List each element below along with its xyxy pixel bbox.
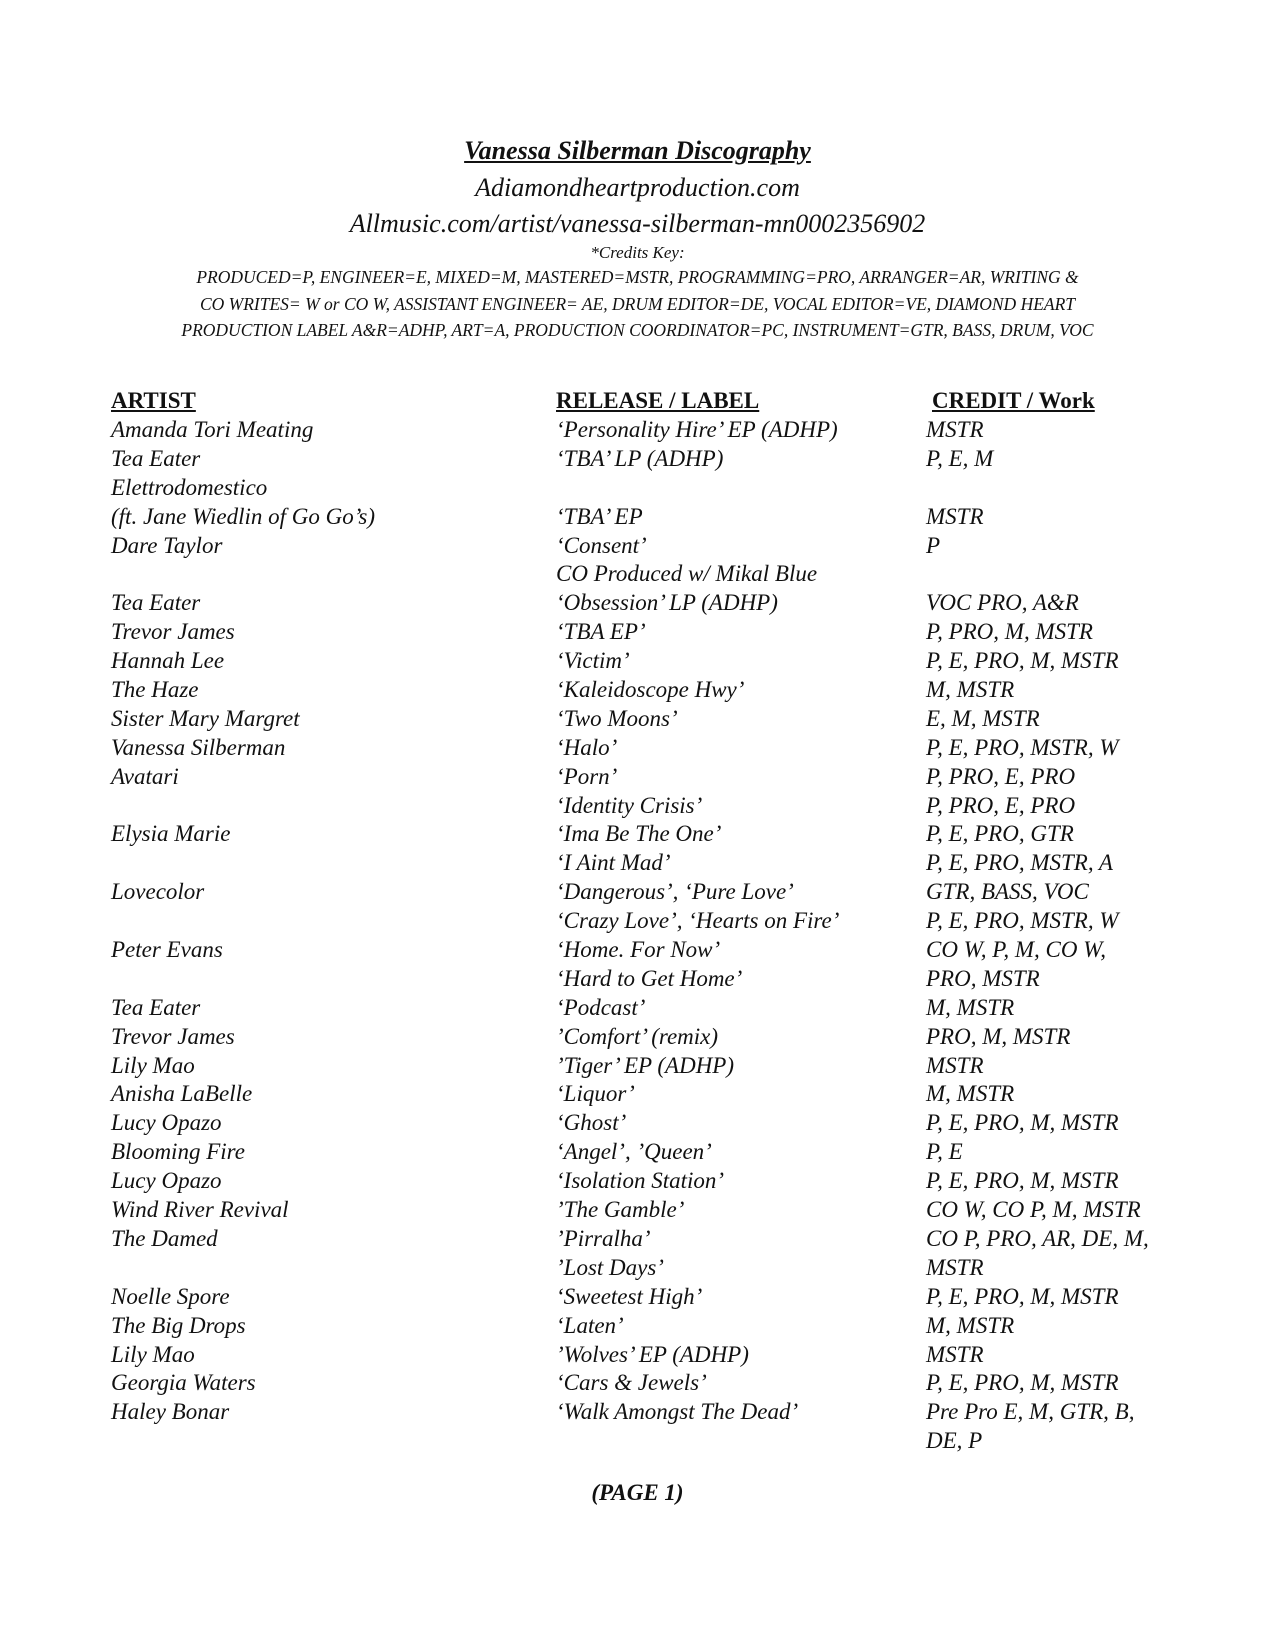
release-cell xyxy=(556,1427,926,1456)
table-row xyxy=(111,1283,1181,1312)
credit-cell: P, E, PRO, M, MSTR xyxy=(926,1168,1119,1194)
table-row xyxy=(111,1427,1181,1456)
credit-cell: M, MSTR xyxy=(926,1312,1015,1338)
credit-cell: PRO, M, MSTR xyxy=(926,1023,1071,1049)
table-row xyxy=(111,474,1181,503)
table-row xyxy=(111,792,1181,821)
column-header-artist: ARTIST xyxy=(111,388,196,413)
document-header xyxy=(0,132,1275,344)
credit-cell: M, MSTR xyxy=(926,677,1015,703)
release-cell: ‘Crazy Love’, ‘Hearts on Fire’ xyxy=(556,908,840,934)
artist-cell: Lucy Opazo xyxy=(111,1110,222,1136)
table-row xyxy=(111,1196,1181,1225)
table-row xyxy=(111,532,1181,561)
table-row xyxy=(111,1138,1181,1167)
release-cell: ’The Gamble’ xyxy=(556,1197,685,1223)
credit-cell: P, E, PRO, M, MSTR xyxy=(926,648,1119,674)
artist-cell: Noelle Spore xyxy=(111,1283,230,1309)
release-cell: ‘Obsession’ LP (ADHP) xyxy=(556,590,778,616)
artist-cell: Tea Eater xyxy=(111,445,201,471)
credit-cell: P, E xyxy=(926,1139,963,1165)
table-row xyxy=(111,445,1181,474)
artist-cell: Haley Bonar xyxy=(111,1399,230,1425)
table-row xyxy=(111,647,1181,676)
table-row xyxy=(111,907,1181,936)
artist-cell: The Big Drops xyxy=(111,1312,246,1338)
artist-cell: Lucy Opazo xyxy=(111,1168,222,1194)
release-cell xyxy=(556,474,926,503)
table-row xyxy=(111,676,1181,705)
release-cell: ‘Liquor’ xyxy=(556,1081,635,1107)
table-row xyxy=(111,849,1181,878)
artist-cell: Lovecolor xyxy=(111,879,205,905)
release-cell: ‘TBA’ EP xyxy=(556,503,643,529)
page-number: (PAGE 1) xyxy=(591,1480,684,1505)
artist-cell: Wind River Revival xyxy=(111,1197,289,1223)
column-header-release: RELEASE / LABEL xyxy=(556,388,760,413)
credit-cell: MSTR xyxy=(926,503,984,529)
credit-cell: M, MSTR xyxy=(926,1081,1015,1107)
release-cell: ‘Identity Crisis’ xyxy=(556,792,703,818)
release-cell: ‘I Aint Mad’ xyxy=(556,850,671,876)
artist-cell xyxy=(111,965,556,994)
release-cell: ‘Kaleidoscope Hwy’ xyxy=(556,677,745,703)
table-row xyxy=(111,820,1181,849)
release-cell: ’Pirralha’ xyxy=(556,1225,651,1251)
release-cell: ‘Cars & Jewels’ xyxy=(556,1370,707,1396)
website-link: Adiamondheartproduction.com xyxy=(475,173,800,202)
table-body xyxy=(111,416,1181,1456)
release-cell: ‘Victim’ xyxy=(556,648,630,674)
credit-cell: P, E, PRO, GTR xyxy=(926,821,1074,847)
release-cell: ‘Porn’ xyxy=(556,763,618,789)
credit-cell: DE, P xyxy=(926,1428,983,1454)
artist-cell xyxy=(111,1254,556,1283)
credit-cell: MSTR xyxy=(926,417,984,442)
table-row xyxy=(111,1080,1181,1109)
table-row xyxy=(111,560,1181,589)
artist-cell: The Haze xyxy=(111,677,199,703)
credit-cell: P, E, PRO, MSTR, W xyxy=(926,734,1119,760)
table-row xyxy=(111,416,1181,445)
release-cell: ‘Laten’ xyxy=(556,1312,624,1338)
table-row xyxy=(111,1052,1181,1081)
credit-cell: P, PRO, E, PRO xyxy=(926,792,1076,818)
table-row xyxy=(111,1225,1181,1254)
table-row xyxy=(111,1023,1181,1052)
page-title: Vanessa Silberman Discography xyxy=(464,136,811,165)
credit-cell: Pre Pro E, M, GTR, B, xyxy=(926,1399,1135,1425)
credit-cell: CO W, P, M, CO W, xyxy=(926,937,1106,963)
artist-cell: Dare Taylor xyxy=(111,532,223,558)
credit-cell: CO W, CO P, M, MSTR xyxy=(926,1197,1141,1223)
table-row xyxy=(111,878,1181,907)
release-cell: ‘Walk Amongst The Dead’ xyxy=(556,1399,799,1425)
credit-cell: P xyxy=(926,532,941,558)
release-cell: ‘TBA’ LP (ADHP) xyxy=(556,445,724,471)
credit-cell: P, E, PRO, M, MSTR xyxy=(926,1110,1119,1136)
credits-key-heading: *Credits Key: xyxy=(590,243,685,262)
artist-cell: Anisha LaBelle xyxy=(111,1081,253,1107)
release-cell: ‘Dangerous’, ‘Pure Love’ xyxy=(556,879,794,905)
table-row xyxy=(111,618,1181,647)
artist-cell xyxy=(111,907,556,936)
table-row xyxy=(111,589,1181,618)
artist-cell: (ft. Jane Wiedlin of Go Go’s) xyxy=(111,503,376,529)
artist-cell: Tea Eater xyxy=(111,590,201,616)
release-cell: CO Produced w/ Mikal Blue xyxy=(556,561,818,587)
artist-cell: Tea Eater xyxy=(111,994,201,1020)
artist-cell: Avatari xyxy=(111,763,179,789)
artist-cell: Amanda Tori Meating xyxy=(111,417,314,442)
artist-cell: Lily Mao xyxy=(111,1052,195,1078)
release-cell: ‘Ghost’ xyxy=(556,1110,627,1136)
artist-cell: Blooming Fire xyxy=(111,1139,245,1165)
release-cell: ‘Halo’ xyxy=(556,734,618,760)
credit-cell: PRO, MSTR xyxy=(926,965,1040,991)
release-cell: ’Tiger’ EP (ADHP) xyxy=(556,1052,735,1078)
credit-cell: GTR, BASS, VOC xyxy=(926,879,1089,905)
release-cell: ’Wolves’ EP (ADHP) xyxy=(556,1341,749,1367)
table-row xyxy=(111,705,1181,734)
table-row xyxy=(111,965,1181,994)
release-cell: ‘Sweetest High’ xyxy=(556,1283,703,1309)
table-row xyxy=(111,1312,1181,1341)
credit-cell xyxy=(926,474,1181,503)
artist-cell xyxy=(111,560,556,589)
credit-cell: CO P, PRO, AR, DE, M, xyxy=(926,1225,1149,1251)
table-header xyxy=(111,386,1181,416)
column-header-credit: CREDIT / Work xyxy=(932,388,1095,413)
credit-cell: MSTR xyxy=(926,1341,984,1367)
release-cell: ‘Ima Be The One’ xyxy=(556,821,722,847)
artist-cell: Georgia Waters xyxy=(111,1370,256,1396)
credit-cell: MSTR xyxy=(926,1254,984,1280)
artist-cell: Lily Mao xyxy=(111,1341,195,1367)
artist-cell xyxy=(111,792,556,821)
release-cell: ‘Two Moons’ xyxy=(556,705,678,731)
credit-cell: P, E, PRO, M, MSTR xyxy=(926,1370,1119,1396)
artist-cell: Elysia Marie xyxy=(111,821,231,847)
credit-cell: P, E, PRO, MSTR, A xyxy=(926,850,1113,876)
credits-key-line: PRODUCTION LABEL A&R=ADHP, ART=A, PRODUCTION COORDINATOR=PC, INSTRUMENT=GTR, BASS, DRUM, VOC xyxy=(181,320,1094,340)
allmusic-link: Allmusic.com/artist/vanessa-silberman-mn0002356902 xyxy=(349,209,926,238)
release-cell: ’Lost Days’ xyxy=(556,1254,664,1280)
credit-cell: M, MSTR xyxy=(926,994,1015,1020)
artist-cell xyxy=(111,849,556,878)
table-row xyxy=(111,763,1181,792)
release-cell: ’Comfort’ (remix) xyxy=(556,1023,719,1049)
table-row xyxy=(111,1254,1181,1283)
release-cell: ‘Consent’ xyxy=(556,532,647,558)
artist-cell: Sister Mary Margret xyxy=(111,705,300,731)
credit-cell: MSTR xyxy=(926,1052,984,1078)
artist-cell xyxy=(111,1427,556,1456)
table-row xyxy=(111,503,1181,532)
credits-key-line: CO WRITES= W or CO W, ASSISTANT ENGINEER= AE, DRUM EDITOR=DE, VOCAL EDITOR=VE, DIAMOND HEART xyxy=(199,293,1076,314)
credit-cell: P, E, M xyxy=(926,445,994,471)
release-cell: ‘Home. For Now’ xyxy=(556,937,721,963)
credit-cell xyxy=(926,560,1181,589)
artist-cell: Elettrodomestico xyxy=(111,474,268,500)
credit-cell: P, PRO, E, PRO xyxy=(926,763,1076,789)
artist-cell: Vanessa Silberman xyxy=(111,734,286,760)
artist-cell: Trevor James xyxy=(111,619,235,645)
release-cell: ‘Podcast’ xyxy=(556,994,646,1020)
credits-key-line: PRODUCED=P, ENGINEER=E, MIXED=M, MASTERED=MSTR, PROGRAMMING=PRO, ARRANGER=AR, WRITING & xyxy=(196,267,1079,287)
table-row xyxy=(111,734,1181,763)
artist-cell: Peter Evans xyxy=(111,937,223,963)
credit-cell: E, M, MSTR xyxy=(926,705,1040,731)
release-cell: ‘Hard to Get Home’ xyxy=(556,965,743,991)
table-row xyxy=(111,1398,1181,1427)
credit-cell: VOC PRO, A&R xyxy=(926,590,1079,616)
release-cell: ‘Angel’, ’Queen’ xyxy=(556,1139,712,1165)
release-cell: ‘Personality Hire’ EP (ADHP) xyxy=(556,417,838,442)
table-row xyxy=(111,1369,1181,1398)
credit-cell: P, E, PRO, MSTR, W xyxy=(926,908,1119,934)
discography-table xyxy=(111,386,1181,1456)
table-row xyxy=(111,994,1181,1023)
credit-cell: P, E, PRO, M, MSTR xyxy=(926,1283,1119,1309)
table-row xyxy=(111,936,1181,965)
artist-cell: Hannah Lee xyxy=(111,648,225,674)
table-row xyxy=(111,1109,1181,1138)
table-row xyxy=(111,1341,1181,1370)
release-cell: ‘TBA EP’ xyxy=(556,619,646,645)
credit-cell: P, PRO, M, MSTR xyxy=(926,619,1093,645)
artist-cell: Trevor James xyxy=(111,1023,235,1049)
artist-cell: The Damed xyxy=(111,1225,218,1251)
table-row xyxy=(111,1167,1181,1196)
release-cell: ‘Isolation Station’ xyxy=(556,1168,725,1194)
